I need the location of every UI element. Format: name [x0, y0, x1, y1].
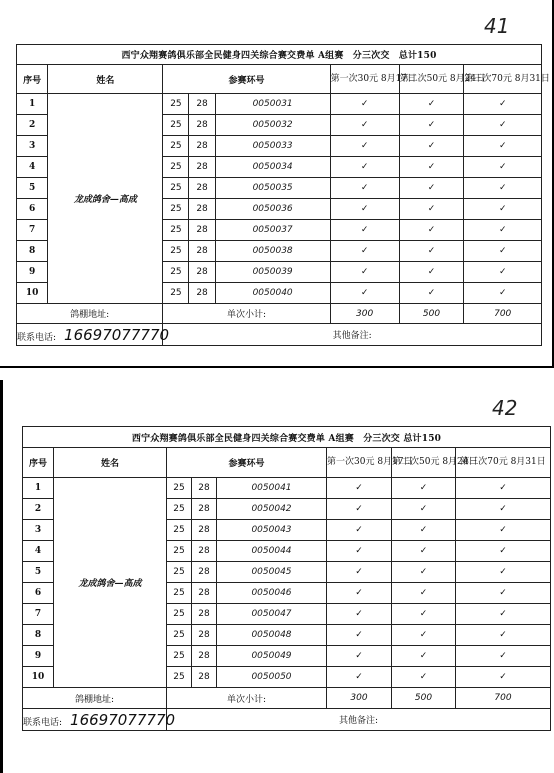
- row-index: 3: [23, 520, 54, 541]
- ring-prefix-year: 25: [163, 157, 189, 178]
- check-icon: ✓: [464, 283, 542, 304]
- row-index: 4: [23, 541, 54, 562]
- remarks-label: 其他备注:: [163, 324, 542, 346]
- entrant-name: 龙成鸽舍—高成: [54, 478, 167, 688]
- ring-number: 0050048: [217, 625, 327, 646]
- row-index: 8: [23, 625, 54, 646]
- remarks-label: 其他备注:: [167, 709, 551, 731]
- row-index: 1: [17, 94, 48, 115]
- check-icon: ✓: [392, 520, 456, 541]
- check-icon: ✓: [464, 136, 542, 157]
- header-payment-2: 第二次50元 8月24日: [392, 448, 456, 478]
- ring-prefix-region: 28: [189, 136, 215, 157]
- ring-prefix-region: 28: [189, 199, 215, 220]
- ring-number: 0050039: [215, 262, 330, 283]
- check-icon: ✓: [327, 583, 392, 604]
- ring-prefix-region: 28: [192, 562, 217, 583]
- subtotal-payment-3: 700: [456, 688, 551, 709]
- phone-field: [23, 709, 176, 731]
- ring-number: 0050037: [215, 220, 330, 241]
- check-icon: ✓: [392, 646, 456, 667]
- check-icon: ✓: [392, 499, 456, 520]
- check-icon: ✓: [456, 541, 551, 562]
- check-icon: ✓: [464, 199, 542, 220]
- header-ring: 参赛环号: [167, 448, 327, 478]
- check-icon: ✓: [464, 178, 542, 199]
- ring-prefix-region: 28: [189, 241, 215, 262]
- ring-prefix-region: 28: [192, 499, 217, 520]
- form-title: 西宁众翔赛鸽俱乐部全民健身四关综合赛交费单 A组赛 分三次交 总计150: [23, 427, 551, 448]
- header-payment-3: 第三次70元 8月31日: [464, 65, 542, 94]
- phone-number: 16697077770: [70, 710, 176, 729]
- ring-number: 0050050: [217, 667, 327, 688]
- ring-prefix-region: 28: [192, 520, 217, 541]
- ring-number: 0050038: [215, 241, 330, 262]
- ring-number: 0050047: [217, 604, 327, 625]
- check-icon: ✓: [464, 241, 542, 262]
- row-index: 1: [23, 478, 54, 499]
- ring-number: 0050035: [215, 178, 330, 199]
- check-icon: ✓: [327, 625, 392, 646]
- check-icon: ✓: [330, 283, 399, 304]
- check-icon: ✓: [456, 604, 551, 625]
- header-name: 姓名: [54, 448, 167, 478]
- check-icon: ✓: [399, 178, 464, 199]
- ring-prefix-region: 28: [192, 478, 217, 499]
- ring-number: 0050032: [215, 115, 330, 136]
- ring-prefix-region: 28: [189, 283, 215, 304]
- row-index: 6: [23, 583, 54, 604]
- check-icon: ✓: [456, 562, 551, 583]
- row-index: 9: [23, 646, 54, 667]
- subtotal-label: 单次小计:: [167, 688, 327, 709]
- check-icon: ✓: [327, 478, 392, 499]
- row-index: 10: [23, 667, 54, 688]
- check-icon: ✓: [330, 178, 399, 199]
- ring-prefix-region: 28: [189, 262, 215, 283]
- header-payment-2: 第二次50元 8月24日: [399, 65, 464, 94]
- header-index: 序号: [17, 65, 48, 94]
- ring-prefix-year: 25: [167, 583, 192, 604]
- ring-prefix-year: 25: [167, 604, 192, 625]
- check-icon: ✓: [330, 199, 399, 220]
- phone-number: 16697077770: [64, 325, 170, 344]
- phone-field: [17, 324, 170, 346]
- ring-prefix-year: 25: [163, 283, 189, 304]
- ring-prefix-region: 28: [192, 541, 217, 562]
- ring-number: 0050036: [215, 199, 330, 220]
- check-icon: ✓: [330, 262, 399, 283]
- header-ring: 参赛环号: [163, 65, 330, 94]
- subtotal-payment-1: 300: [327, 688, 392, 709]
- ring-prefix-year: 25: [167, 541, 192, 562]
- ring-number: 0050034: [215, 157, 330, 178]
- page-number: 41: [484, 14, 510, 38]
- ring-prefix-year: 25: [167, 499, 192, 520]
- row-index: 10: [17, 283, 48, 304]
- ring-prefix-region: 28: [189, 94, 215, 115]
- check-icon: ✓: [392, 562, 456, 583]
- check-icon: ✓: [399, 283, 464, 304]
- check-icon: ✓: [464, 94, 542, 115]
- ring-prefix-year: 25: [167, 562, 192, 583]
- subtotal-label: 单次小计:: [163, 304, 330, 324]
- ring-prefix-year: 25: [163, 178, 189, 199]
- check-icon: ✓: [399, 136, 464, 157]
- ring-prefix-region: 28: [189, 220, 215, 241]
- check-icon: ✓: [392, 604, 456, 625]
- header-payment-1: 第一次30元 8月17日: [327, 448, 392, 478]
- row-index: 5: [23, 562, 54, 583]
- phone-label: 联系电话:: [23, 717, 63, 728]
- row-index: 7: [17, 220, 48, 241]
- row-index: 2: [23, 499, 54, 520]
- row-index: 5: [17, 178, 48, 199]
- phone-label: 联系电话:: [17, 332, 57, 343]
- check-icon: ✓: [392, 625, 456, 646]
- check-icon: ✓: [399, 157, 464, 178]
- row-index: 2: [17, 115, 48, 136]
- loft-address-label: 鸽棚地址:: [17, 304, 163, 324]
- ring-number: 0050042: [217, 499, 327, 520]
- scan-cut-line: [0, 366, 554, 368]
- check-icon: ✓: [456, 646, 551, 667]
- check-icon: ✓: [327, 520, 392, 541]
- table-row: [23, 478, 551, 499]
- check-icon: ✓: [330, 220, 399, 241]
- ring-prefix-year: 25: [163, 136, 189, 157]
- fee-sheet-table: [16, 44, 550, 346]
- ring-prefix-year: 25: [163, 115, 189, 136]
- ring-prefix-region: 28: [192, 583, 217, 604]
- ring-prefix-year: 25: [167, 520, 192, 541]
- header-name: 姓名: [48, 65, 163, 94]
- scan-border-left-bottom: [0, 380, 3, 773]
- check-icon: ✓: [330, 157, 399, 178]
- ring-number: 0050031: [215, 94, 330, 115]
- row-index: 6: [17, 199, 48, 220]
- row-index: 7: [23, 604, 54, 625]
- header-payment-3: 第三次70元 8月31日: [456, 448, 551, 478]
- check-icon: ✓: [330, 136, 399, 157]
- ring-prefix-region: 28: [189, 115, 215, 136]
- header-payment-1: 第一次30元 8月17日: [330, 65, 399, 94]
- check-icon: ✓: [330, 94, 399, 115]
- row-index: 3: [17, 136, 48, 157]
- ring-number: 0050033: [215, 136, 330, 157]
- check-icon: ✓: [327, 499, 392, 520]
- ring-number: 0050045: [217, 562, 327, 583]
- check-icon: ✓: [399, 241, 464, 262]
- check-icon: ✓: [399, 262, 464, 283]
- ring-number: 0050040: [215, 283, 330, 304]
- check-icon: ✓: [327, 646, 392, 667]
- subtotal-payment-1: 300: [330, 304, 399, 324]
- ring-prefix-year: 25: [163, 241, 189, 262]
- check-icon: ✓: [399, 115, 464, 136]
- ring-number: 0050041: [217, 478, 327, 499]
- fee-sheet-table: [22, 426, 551, 731]
- ring-prefix-region: 28: [192, 667, 217, 688]
- ring-prefix-region: 28: [192, 646, 217, 667]
- check-icon: ✓: [330, 241, 399, 262]
- ring-prefix-region: 28: [189, 178, 215, 199]
- entrant-name: 龙成鸽舍—高成: [48, 94, 163, 304]
- subtotal-payment-2: 500: [399, 304, 464, 324]
- ring-prefix-year: 25: [167, 478, 192, 499]
- ring-prefix-year: 25: [167, 667, 192, 688]
- page-number: 42: [492, 396, 518, 420]
- check-icon: ✓: [456, 499, 551, 520]
- header-index: 序号: [23, 448, 54, 478]
- check-icon: ✓: [456, 583, 551, 604]
- ring-prefix-year: 25: [167, 646, 192, 667]
- ring-prefix-year: 25: [163, 220, 189, 241]
- ring-prefix-region: 28: [192, 625, 217, 646]
- ring-prefix-year: 25: [163, 94, 189, 115]
- check-icon: ✓: [327, 667, 392, 688]
- check-icon: ✓: [464, 157, 542, 178]
- check-icon: ✓: [392, 478, 456, 499]
- check-icon: ✓: [456, 520, 551, 541]
- form-title: 西宁众翔赛鸽俱乐部全民健身四关综合赛交费单 A组赛 分三次交 总计150: [17, 45, 542, 65]
- table-row: [17, 94, 542, 115]
- check-icon: ✓: [464, 262, 542, 283]
- check-icon: ✓: [392, 541, 456, 562]
- row-index: 4: [17, 157, 48, 178]
- ring-prefix-year: 25: [163, 262, 189, 283]
- check-icon: ✓: [327, 604, 392, 625]
- check-icon: ✓: [464, 220, 542, 241]
- row-index: 8: [17, 241, 48, 262]
- check-icon: ✓: [456, 478, 551, 499]
- check-icon: ✓: [399, 94, 464, 115]
- loft-address-label: 鸽棚地址:: [23, 688, 167, 709]
- subtotal-payment-3: 700: [464, 304, 542, 324]
- ring-prefix-region: 28: [192, 604, 217, 625]
- row-index: 9: [17, 262, 48, 283]
- check-icon: ✓: [456, 625, 551, 646]
- ring-prefix-year: 25: [163, 199, 189, 220]
- check-icon: ✓: [330, 115, 399, 136]
- ring-number: 0050046: [217, 583, 327, 604]
- ring-number: 0050044: [217, 541, 327, 562]
- ring-prefix-region: 28: [189, 157, 215, 178]
- subtotal-payment-2: 500: [392, 688, 456, 709]
- check-icon: ✓: [392, 667, 456, 688]
- ring-number: 0050049: [217, 646, 327, 667]
- check-icon: ✓: [392, 583, 456, 604]
- ring-prefix-year: 25: [167, 625, 192, 646]
- check-icon: ✓: [399, 199, 464, 220]
- check-icon: ✓: [464, 115, 542, 136]
- check-icon: ✓: [327, 562, 392, 583]
- ring-number: 0050043: [217, 520, 327, 541]
- check-icon: ✓: [399, 220, 464, 241]
- check-icon: ✓: [456, 667, 551, 688]
- check-icon: ✓: [327, 541, 392, 562]
